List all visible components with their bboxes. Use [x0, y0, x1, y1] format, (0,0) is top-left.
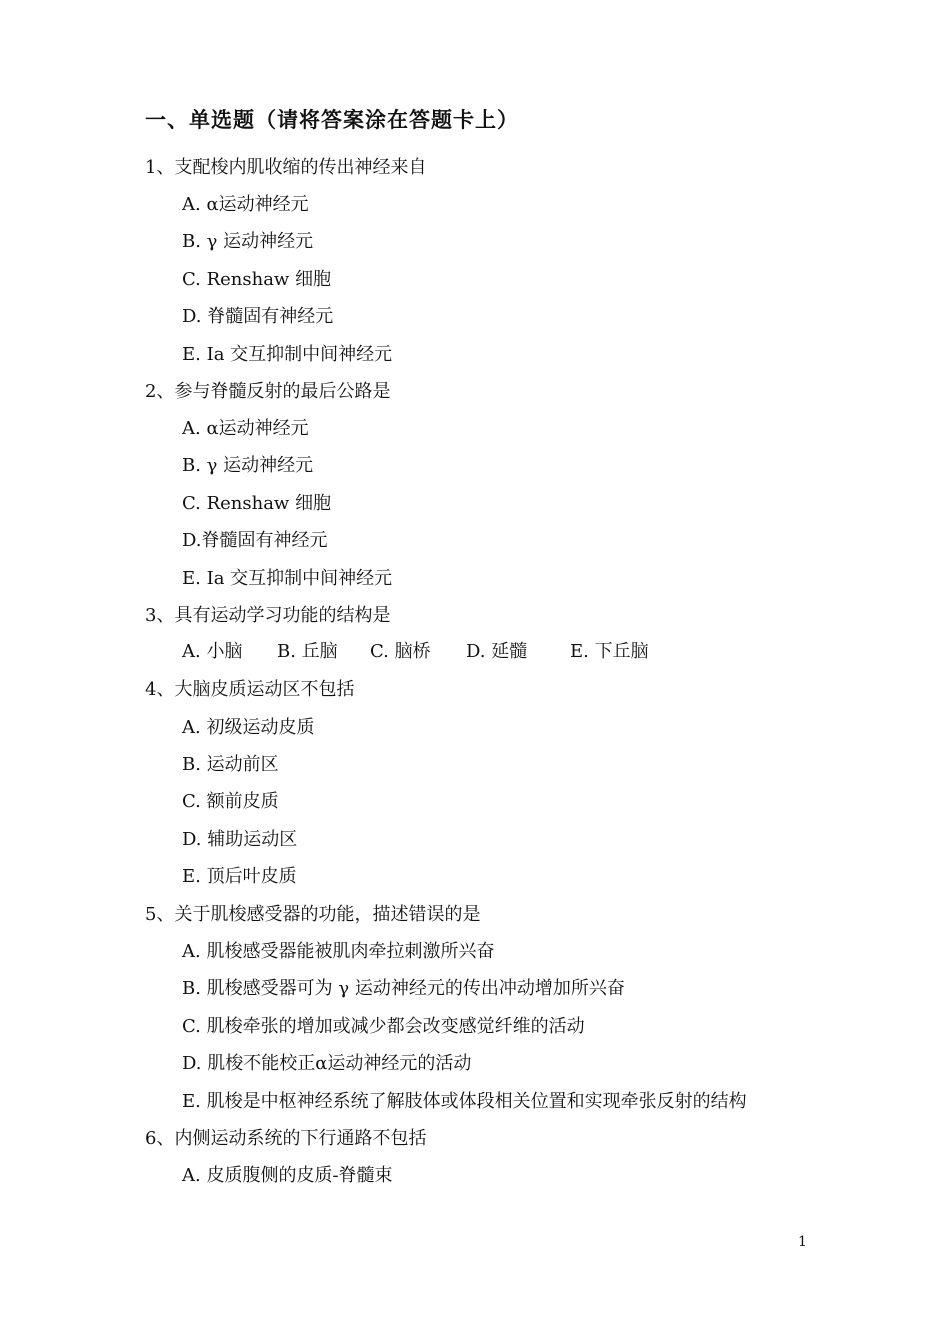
question-5-option-a: A. 肌梭感受器能被肌肉牵拉刺激所兴奋	[182, 941, 495, 962]
question-1-option-e: E. Ia 交互抑制中间神经元	[182, 344, 393, 365]
question-5-option-e: E. 肌梭是中枢神经系统了解肢体或体段相关位置和实现牵张反射的结构	[182, 1091, 747, 1112]
section-heading: 一、单选题（请将答案涂在答题卡上）	[145, 108, 519, 132]
question-4-option-b: B. 运动前区	[182, 754, 279, 775]
question-4-stem: 4、大脑皮质运动区不包括	[145, 679, 355, 700]
question-4-option-c: C. 额前皮质	[182, 791, 279, 812]
question-1-option-d: D. 脊髓固有神经元	[182, 306, 334, 327]
question-3-option-b: B. 丘脑	[277, 641, 338, 662]
question-6-stem: 6、内侧运动系统的下行通路不包括	[145, 1128, 427, 1149]
question-5-stem: 5、关于肌梭感受器的功能，描述错误的是	[145, 904, 481, 925]
question-5-option-b: B. 肌梭感受器可为 γ 运动神经元的传出冲动增加所兴奋	[182, 978, 625, 999]
page-number: 1	[798, 1234, 807, 1250]
question-3-option-e: E. 下丘脑	[570, 641, 649, 662]
question-1-option-b: B. γ 运动神经元	[182, 231, 314, 252]
question-2-option-d: D.脊髓固有神经元	[182, 530, 328, 551]
question-1-option-a: A. α运动神经元	[182, 194, 309, 215]
question-6-option-a: A. 皮质腹侧的皮质-脊髓束	[182, 1165, 393, 1186]
question-5-option-d: D. 肌梭不能校正α运动神经元的活动	[182, 1053, 472, 1074]
question-4-option-a: A. 初级运动皮质	[182, 717, 315, 738]
question-1-stem: 1、支配梭内肌收缩的传出神经来自	[145, 157, 427, 178]
question-4-option-e: E. 顶后叶皮质	[182, 866, 297, 887]
question-3-option-c: C. 脑桥	[370, 641, 431, 662]
question-2-option-b: B. γ 运动神经元	[182, 455, 314, 476]
question-4-option-d: D. 辅助运动区	[182, 829, 298, 850]
question-2-option-e: E. Ia 交互抑制中间神经元	[182, 568, 393, 589]
question-2-option-c: C. Renshaw 细胞	[182, 493, 332, 514]
question-5-option-c: C. 肌梭牵张的增加或减少都会改变感觉纤维的活动	[182, 1016, 585, 1037]
question-1-option-c: C. Renshaw 细胞	[182, 269, 332, 290]
question-3-stem: 3、具有运动学习功能的结构是	[145, 605, 391, 626]
question-2-stem: 2、参与脊髓反射的最后公路是	[145, 381, 391, 402]
question-3-option-a: A. 小脑	[182, 641, 243, 662]
question-2-option-a: A. α运动神经元	[182, 418, 309, 439]
question-3-option-d: D. 延髓	[466, 641, 528, 662]
